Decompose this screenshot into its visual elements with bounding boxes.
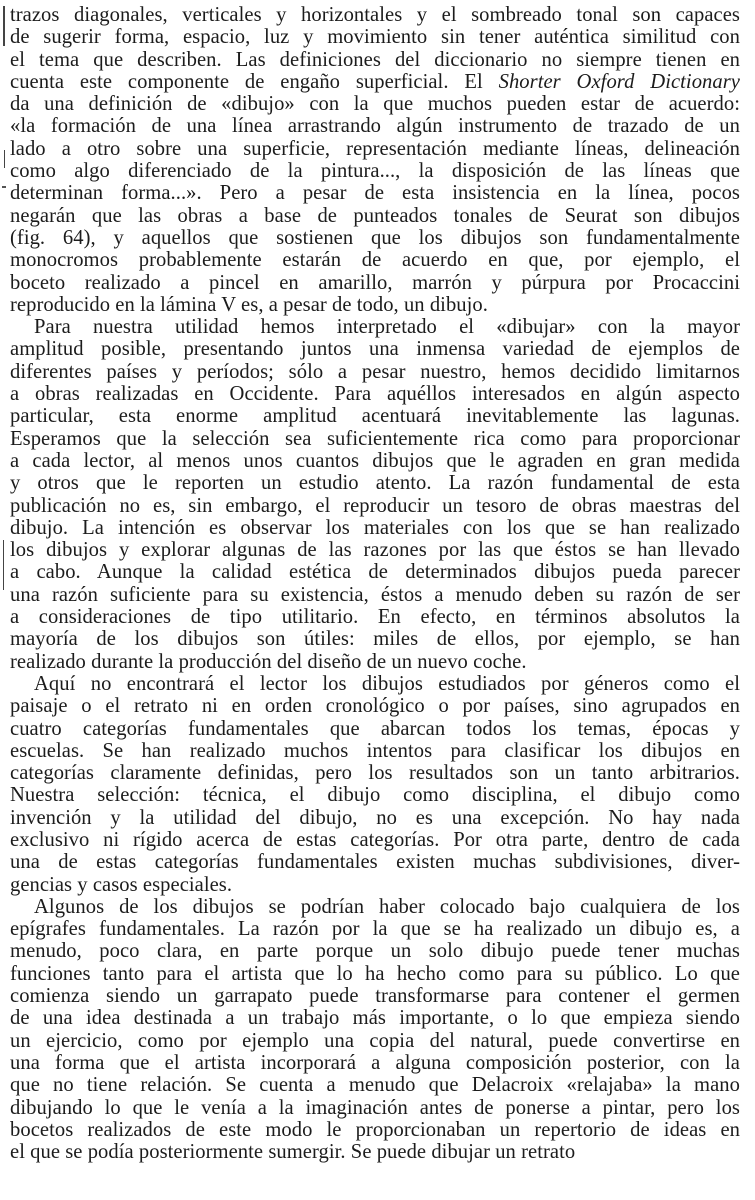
text-line: un ejercicio, como por ejemplo una copia del natural, puede convertirse en <box>10 1029 740 1052</box>
text-line: realizado durante la producción del diseño de un nuevo coche. <box>10 650 527 673</box>
text-line: de sugerir forma, espacio, luz y movimiento sin tener auténtica similitud con <box>10 26 740 49</box>
text-line: a obras realizadas en Occidente. Para aquéllos interesados en algún aspecto <box>10 383 740 406</box>
margin-pencil-mark <box>4 150 5 168</box>
text-line: gencias y casos especiales. <box>10 873 233 896</box>
text-line: monocromos probablemente estarán de acuerdo en que, por ejemplo, el <box>10 249 740 272</box>
text-line: (fig. 64), y aquellos que sostienen que los dibujos son fundamentalmente <box>10 226 740 249</box>
text-line: bocetos realizados de este modo le proporcionaban un repertorio de ideas en <box>10 1118 740 1141</box>
text-line: una de estas categorías fundamentales existen muchas subdivisiones, diver- <box>10 851 740 874</box>
text-line: mayoría de los dibujos son útiles: miles de ellos, por ejemplo, se han <box>10 628 740 651</box>
text-line: epígrafes fundamentales. La razón por la que se ha realizado un dibujo es, a <box>10 918 740 941</box>
body-text <box>10 4 740 1163</box>
text-line: Nuestra selección: técnica, el dibujo como disciplina, el dibujo como <box>10 784 740 807</box>
paragraph <box>10 316 740 673</box>
margin-pencil-mark <box>3 6 5 46</box>
text-line: trazos diagonales, verticales y horizontales y el sombreado tonal son capaces <box>10 4 740 26</box>
text-line: el que se podía posteriormente sumergir. Se puede dibujar un retrato <box>10 1141 576 1164</box>
text-line: Para nuestra utilidad hemos interpretado el «dibujar» con la mayor <box>34 316 740 339</box>
text-line: dibujo. La intención es observar los materiales con los que se han realizado <box>10 516 740 539</box>
text-line: comienza siendo un garrapato puede transformarse para contener el germen <box>10 985 740 1008</box>
text-line: diferentes países y períodos; sólo a pesar nuestro, hemos decidido limitarnos <box>10 360 740 383</box>
text-line: lado a otro sobre una superficie, representación mediante líneas, delineación <box>10 137 740 160</box>
margin-pencil-mark <box>2 186 6 188</box>
text-line: determinan forma...». Pero a pesar de esta insistencia en la línea, pocos <box>10 182 740 205</box>
text-line: amplitud posible, presentando juntos una inmensa variedad de ejemplos de <box>10 338 740 361</box>
text-line: invención y la utilidad del dibujo, no es una excepción. No hay nada <box>10 806 740 829</box>
text-line: menudo, poco clara, en parte porque un solo dibujo puede tener muchas <box>10 940 740 963</box>
text-line: particular, esta enorme amplitud acentuará inevitablemente las lagunas. <box>10 405 740 428</box>
text-line: a cabo. Aunque la calidad estética de determinados dibujos pueda parecer <box>10 561 740 584</box>
book-title: Shorter Oxford Dictionary <box>498 70 740 93</box>
text-line: exclusivo ni rígido acerca de estas categorías. Por otra parte, dentro de cada <box>10 828 740 851</box>
text-line: de una idea destinada a un trabajo más importante, o lo que empieza siendo <box>10 1007 740 1030</box>
text-line: funciones tanto para el artista que lo ha hecho como para su público. Lo que <box>10 962 740 985</box>
text-line: publicación no es, sin embargo, el reproducir un tesoro de obras maestras del <box>10 494 740 517</box>
paragraph <box>10 896 740 1164</box>
text-line: reproducido en la lámina V es, a pesar de todo, un dibujo. <box>10 293 488 316</box>
text-line: paisaje o el retrato ni en orden cronológico o por países, sino agrupados en <box>10 695 740 718</box>
text-line: el tema que describen. Las definiciones del diccionario no siempre tienen en <box>10 48 740 71</box>
text-line: a cada lector, al menos unos cuantos dibujos que le agraden en gran medida <box>10 449 740 472</box>
text-line: cuatro categorías fundamentales que abarcan todos los temas, épocas y <box>10 717 740 740</box>
text-line: «la formación de una línea arrastrando algún instrumento de trazado de un <box>10 115 740 138</box>
paragraph <box>10 4 740 316</box>
text-line: escuelas. Se han realizado muchos intentos para clasificar los dibujos en <box>10 739 740 762</box>
text-line: una razón suficiente para su existencia, éstos a menudo deben su razón de ser <box>10 583 740 606</box>
text-line: da una definición de «dibujo» con la que muchos pueden estar de acuerdo: <box>10 93 740 116</box>
text-line: Esperamos que la selección sea suficientemente rica como para proporcionar <box>10 427 740 450</box>
text-line: categorías claramente definidas, pero los resultados son un tanto arbitrarios. <box>10 762 740 785</box>
paragraph <box>10 673 740 896</box>
text-line: negarán que las obras a base de punteados tonales de Seurat son dibujos <box>10 204 740 227</box>
text-line: y otros que le reporten un estudio atento. La razón fundamental de esta <box>10 472 740 495</box>
text-line: dibujando lo que le venía a la imaginación antes de ponerse a pintar, pero los <box>10 1096 740 1119</box>
text-line: que no tiene relación. Se cuenta a menudo que Delacroix «relajaba» la mano <box>10 1074 740 1097</box>
text-line: boceto realizado a pincel en amarillo, marrón y púrpura por Procaccini <box>10 271 740 294</box>
margin-pencil-mark <box>3 540 4 590</box>
text-line: a consideraciones de tipo utilitario. En efecto, en términos absolutos la <box>10 606 740 629</box>
text-line: una forma que el artista incorporará a alguna composición posterior, con la <box>10 1051 740 1074</box>
text-line: Aquí no encontrará el lector los dibujos estudiados por géneros como el <box>34 672 740 695</box>
text-line: cuenta este componente de engaño superficial. El Shorter Oxford Dictionary <box>10 70 740 93</box>
text-line: los dibujos y explorar algunas de las razones por las que éstos se han llevado <box>10 539 740 562</box>
text-line: Algunos de los dibujos se podrían haber colocado bajo cualquiera de los <box>34 895 740 918</box>
text-line: como algo diferenciado de la pintura..., la disposición de las líneas que <box>10 160 740 183</box>
